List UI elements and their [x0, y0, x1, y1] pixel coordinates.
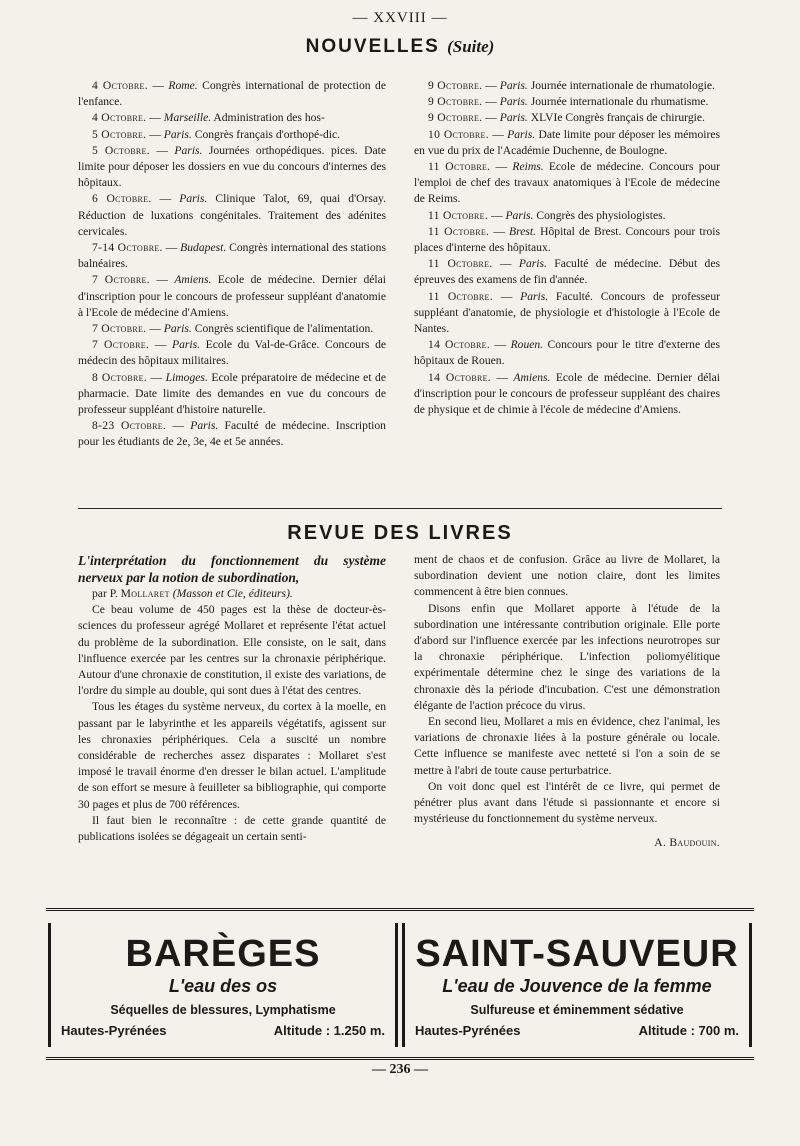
- news-text: Congrès international des stations balnéaires.: [78, 241, 386, 271]
- news-item: [78, 127, 386, 143]
- news-place: Rome.: [168, 79, 198, 92]
- news-place: Paris.: [499, 95, 528, 109]
- nouvelles-heading: [0, 36, 800, 58]
- author-name: Mollaret: [120, 587, 170, 600]
- news-item: [414, 289, 720, 338]
- news-place: Limoges.: [165, 370, 208, 384]
- news-date: 11 Octobre.: [428, 160, 491, 174]
- review-paragraph: On voit donc quel est l'intérêt de ce livre, qui permet de pénétrer plus avant dans l'étude si passionnante et encore si mystérieuse du fonctionnement du système nerveux.: [414, 779, 720, 826]
- ad-region: Hautes-Pyrénées: [61, 1023, 167, 1038]
- news-date: 8 Octobre.: [92, 370, 147, 384]
- ad-bareges: [48, 923, 398, 1047]
- news-text: Journées orthopédiques. pices. Date limite pour déposer les dossiers en vue du concours d'internes des hôpitaux.: [78, 143, 386, 190]
- news-item: [78, 321, 386, 337]
- news-text: Congrès français d'orthopé-dic.: [191, 127, 341, 141]
- revue-heading: REVUE DES LIVRES: [287, 522, 513, 544]
- news-text: XLVIe Congrès français de chirurgie.: [527, 111, 705, 125]
- news-place: Paris.: [171, 338, 201, 352]
- news-dash: —: [162, 241, 181, 255]
- news-dash: —: [146, 127, 164, 141]
- revue-left-column: [78, 552, 386, 845]
- news-item: [78, 418, 386, 450]
- nouvelles-left-column: [78, 78, 386, 451]
- news-place: Marseille.: [163, 111, 212, 125]
- news-date: 9 Octobre.: [428, 111, 483, 125]
- news-dash: —: [149, 338, 172, 352]
- nouvelles-title: NOUVELLES: [305, 36, 440, 57]
- news-dash: —: [489, 224, 510, 238]
- ad-saint-sauveur: [402, 923, 752, 1047]
- news-place: Budapest.: [180, 241, 227, 255]
- ad-slogan: L'eau de Jouvence de la femme: [442, 976, 712, 996]
- news-text: Ecole de médecine. Dernier délai d'inscription pour le concours de professeur suppléant des chaires de physique et de chimie à l'école de médecine d'Amiens.: [414, 370, 721, 417]
- news-text: Faculté de médecine. Inscription pour les étudiants de 2e, 3e, 4e et 5e années.: [78, 419, 386, 449]
- news-place: Paris.: [163, 127, 192, 141]
- news-dash: —: [482, 111, 500, 125]
- news-date: 7 Octobre.: [92, 273, 150, 287]
- nouvelles-right-column: [414, 78, 720, 418]
- section-divider: [78, 508, 722, 509]
- news-dash: —: [147, 370, 166, 384]
- news-place: Paris.: [518, 257, 547, 271]
- ad-location-line: [51, 1019, 395, 1038]
- news-place: Amiens.: [174, 273, 212, 287]
- news-date: 14 Octobre.: [428, 370, 491, 384]
- news-text: Congrès des physiologistes.: [533, 208, 666, 222]
- advertisement-band: [46, 908, 754, 1060]
- news-dash: —: [492, 257, 519, 271]
- news-dash: —: [146, 322, 164, 336]
- news-text: Ecole du Val-de-Grâce. Concours de médecin des hôpitaux militaires.: [78, 338, 387, 368]
- news-item: [78, 110, 386, 126]
- news-dash: —: [149, 143, 175, 157]
- news-text: Concours pour le titre d'externe des hôpitaux de Rouen.: [414, 338, 721, 368]
- news-item: [414, 110, 720, 126]
- news-date: 7-14 Octobre.: [92, 241, 163, 255]
- book-author-line: [78, 586, 386, 602]
- news-text: Ecole de médecine. Concours pour l'emploi de chef des travaux anatomiques à l'Ecole de médecine de Reims.: [414, 160, 720, 206]
- news-item: [78, 78, 386, 110]
- news-item: [78, 143, 386, 192]
- page-number: — 236 —: [372, 1062, 428, 1077]
- news-date: 8-23 Octobre.: [92, 419, 167, 433]
- news-text: Journée internationale du rhumatisme.: [527, 95, 709, 109]
- news-text: Administration des hos-: [211, 111, 325, 125]
- news-place: Reims.: [512, 160, 544, 174]
- news-item: [414, 78, 720, 94]
- news-item: [414, 224, 720, 256]
- news-dash: —: [488, 208, 506, 222]
- news-date: 6 Octobre.: [92, 192, 152, 206]
- news-item: [78, 337, 386, 369]
- news-item: [414, 159, 720, 208]
- news-text: Clinique Talot, 69, quai d'Orsay. Réduction de luxations congénitales. Traitement des adénites cervicales.: [78, 192, 386, 238]
- news-dash: —: [147, 79, 169, 92]
- news-place: Amiens.: [513, 370, 551, 384]
- news-date: 9 Octobre.: [428, 79, 483, 92]
- ad-slogan: L'eau des os: [168, 976, 278, 996]
- news-date: 5 Octobre.: [92, 127, 147, 141]
- news-date: 11 Octobre.: [428, 208, 489, 222]
- news-dash: —: [482, 79, 500, 92]
- news-place: Paris.: [507, 127, 536, 141]
- news-item: [414, 127, 720, 159]
- news-dash: —: [490, 370, 514, 384]
- news-text: Ecole préparatoire de médecine et de pharmacie. Date limite des demandes en vue du concours de professeur suppléant d'histoire naturelle.: [78, 370, 387, 417]
- news-place: Brest.: [509, 224, 536, 238]
- news-date: 4 Octobre.: [92, 111, 147, 125]
- news-item: [78, 240, 386, 272]
- news-place: Paris.: [499, 79, 528, 92]
- news-dash: —: [149, 273, 175, 287]
- news-item: [414, 94, 720, 110]
- news-place: Paris.: [179, 192, 208, 206]
- ad-region: Hautes-Pyrénées: [415, 1023, 521, 1038]
- news-place: Paris.: [520, 289, 549, 303]
- news-item: [78, 272, 386, 321]
- news-item: [414, 337, 720, 369]
- news-text: Faculté. Concours de professeur suppléant d'anatomie, de physiologie et d'histologie à l'Ecole de Nantes.: [414, 289, 720, 336]
- news-dash: —: [492, 289, 521, 303]
- news-text: Congrès scientifique de l'alimentation.: [191, 322, 374, 336]
- news-text: Hôpital de Brest. Concours pour trois places d'interne des hôpitaux.: [414, 224, 720, 255]
- news-item: [414, 256, 720, 288]
- review-paragraph: En second lieu, Mollaret a mis en évidence, chez l'animal, les variations de chronaxie liées à la posture générale ou locale. Cette influence se manifeste avec netteté si l'on a soin de se mettre à l'abri de toute cause perturbatrice.: [414, 715, 720, 777]
- news-date: 9 Octobre.: [428, 95, 483, 109]
- author-prefix: par P.: [92, 587, 121, 600]
- page-header-roman: — XXVIII —: [352, 10, 448, 26]
- review-paragraph: Tous les étages du système nerveux, du cortex à la moelle, en passant par le labyrinthe et les appareils végétatifs, agissent sur les chronaxies périphériques. Cela a suscité un nombre considérable de recherches assez disparates : Mollaret s'est imposé le travail énorme d'en dresser le bilan actuel. L'amplitude de son effort se mesure à feuilleter sa bibliographie, qui comporte 30 pages et plus de 700 références.: [78, 700, 386, 811]
- news-dash: —: [488, 127, 508, 141]
- news-dash: —: [146, 111, 164, 125]
- news-date: 14 Octobre.: [428, 338, 491, 352]
- news-dash: —: [482, 95, 500, 109]
- review-paragraph: ment de chaos et de confusion. Grâce au livre de Mollaret, la subordination devient une notion claire, dont les limites commencent à être bien connues.: [414, 553, 720, 599]
- news-date: 11 Octobre.: [428, 289, 493, 303]
- news-dash: —: [166, 419, 191, 433]
- ad-description: Séquelles de blessures, Lymphatisme: [110, 1003, 336, 1017]
- news-text: Faculté de médecine. Début des épreuves des examens de fin d'année.: [414, 257, 720, 287]
- news-date: 5 Octobre.: [92, 143, 150, 157]
- news-date: 4 Octobre.: [92, 79, 148, 92]
- news-place: Paris.: [505, 208, 534, 222]
- review-signature: A. Baudouin.: [654, 836, 720, 850]
- revue-right-column: [414, 552, 720, 852]
- news-text: Date limite pour déposer les mémoires en vue du prix de l'Académie Duchenne, de Boulogne.: [414, 127, 720, 157]
- publisher: (Masson et Cie, éditeurs).: [169, 587, 293, 600]
- news-item: [78, 191, 386, 240]
- news-place: Rouen.: [510, 338, 544, 352]
- news-item: [414, 208, 720, 224]
- review-paragraph: Il faut bien le reconnaître : de cette grande quantité de publications isolées se dégageait un certain senti-: [78, 813, 386, 844]
- ad-location-line: [405, 1019, 749, 1038]
- nouvelles-suite: (Suite): [447, 37, 495, 56]
- ad-altitude: Altitude : 1.250 m.: [273, 1023, 385, 1038]
- book-title: L'interprétation du fonctionnement du système nerveux par la notion de subordination,: [78, 553, 386, 585]
- review-paragraph: Ce beau volume de 450 pages est la thèse de docteur-ès-sciences du professeur agrégé Mollaret et représente l'état actuel du problème de la subordination. Elle consiste, on le sait, dans l'influence exercée par les centres sur la chronaxie périphérique. Autour d'une chronaxie de constitution, il existe des variations, de l'ordre du simple au double, qui sont dues à l'état des centres.: [78, 603, 386, 698]
- news-text: Ecole de médecine. Dernier délai d'inscription pour le concours de professeur suppléant d'anatomie à l'Ecole de médecine d'Amiens.: [78, 273, 387, 319]
- ad-name: BARÈGES: [125, 933, 321, 975]
- news-date: 11 Octobre.: [428, 257, 493, 271]
- news-item: [414, 370, 720, 419]
- news-place: Paris.: [190, 419, 219, 433]
- ad-name: SAINT-SAUVEUR: [415, 933, 739, 975]
- news-date: 7 Octobre.: [92, 338, 150, 352]
- news-date: 10 Octobre.: [428, 127, 489, 141]
- news-place: Paris.: [499, 111, 528, 125]
- news-dash: —: [490, 338, 511, 352]
- news-text: Journée internationale de rhumatologie.: [527, 79, 715, 92]
- news-place: Paris.: [163, 322, 192, 336]
- ad-description: Sulfureuse et éminemment sédative: [470, 1003, 684, 1017]
- news-date: 11 Octobre.: [428, 224, 490, 238]
- review-paragraph: Disons enfin que Mollaret apporte à l'étude de la subordination une intéressante contribution originale. Elle porte d'abord sur l'influence exercée par les infections neurotropes sur la chronaxie périphérique. L'infection poliomyélitique expérimentale détermine chez le singe des variations de la chronaxie dès la période d'incubation. C'est une démonstration élégante de l'action précoce du virus.: [414, 601, 720, 712]
- news-date: 7 Octobre.: [92, 322, 147, 336]
- news-dash: —: [151, 192, 180, 206]
- ad-altitude: Altitude : 700 m.: [638, 1023, 739, 1038]
- news-text: Congrès international de protection de l'enfance.: [78, 79, 386, 109]
- news-item: [78, 370, 386, 419]
- news-dash: —: [490, 160, 513, 174]
- news-place: Paris.: [174, 143, 203, 157]
